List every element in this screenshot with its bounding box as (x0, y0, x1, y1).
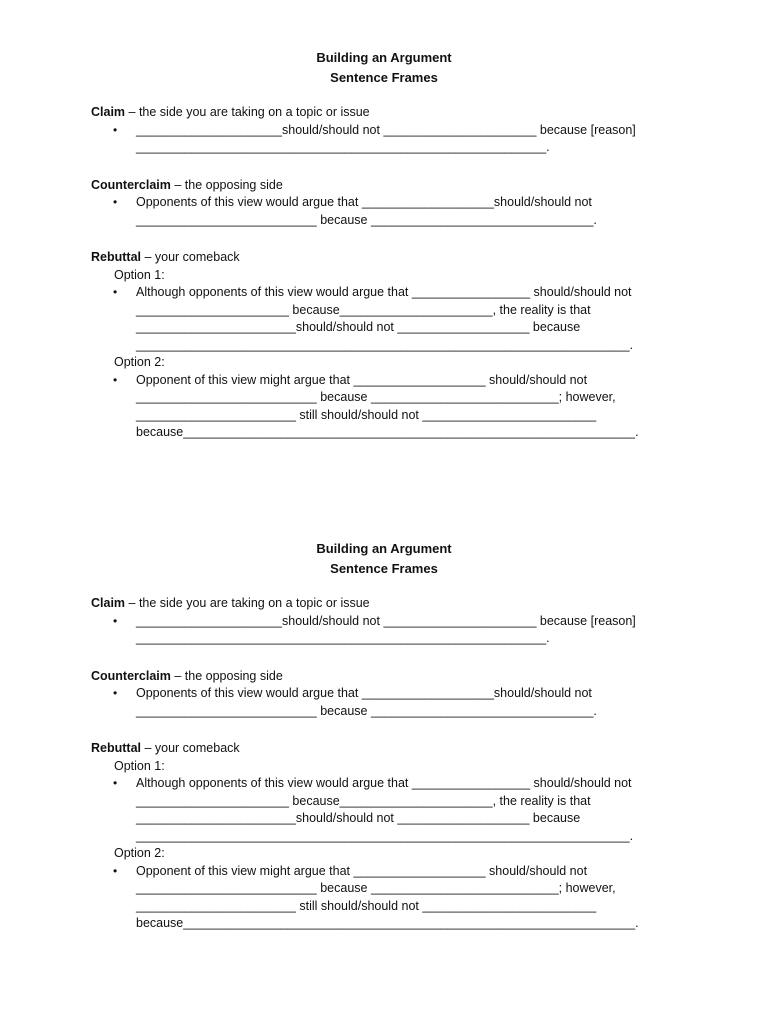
rebuttal-term: Rebuttal (91, 250, 141, 264)
counterclaim-frame-text-1: Opponents of this view would argue that ___________________should/should not (136, 686, 592, 700)
rebuttal-option-2-text-1: Opponent of this view might argue that ___________________ should/should not (136, 863, 588, 878)
bullet-icon: • (113, 776, 118, 790)
page-subtitle: Sentence Frames (330, 561, 438, 576)
rebuttal-option-1-line-3: _______________________should/should not ___________________ because (136, 320, 581, 334)
bullet-icon: • (113, 122, 118, 137)
counterclaim-description: – the opposing side (170, 177, 283, 192)
rebuttal-option-1-line-4: _______________________________________________________________________. (136, 337, 634, 352)
rebuttal-option-2-line-1 (0, 863, 768, 881)
rebuttal-option-1-line-1 (0, 284, 768, 302)
claim-description: – the side you are taking on a topic or issue (125, 105, 370, 119)
claim-frame-line-1 (0, 613, 768, 631)
rebuttal-option-2-line-2: __________________________ because ___________________________; however, (136, 881, 616, 895)
rebuttal-option-2-line-4: because_________________________________________________________________. (136, 916, 639, 930)
bullet-icon: • (113, 613, 118, 628)
rebuttal-option-1-line-1 (0, 775, 768, 793)
sentence-frames-section-2 (0, 539, 768, 933)
rebuttal-term: Rebuttal (91, 741, 141, 755)
rebuttal-heading (0, 740, 768, 758)
rebuttal-option-2-label: Option 2: (114, 846, 165, 860)
counterclaim-frame-line-1 (0, 194, 768, 212)
bullet-icon: • (113, 863, 118, 878)
claim-description: – the side you are taking on a topic or issue (125, 596, 370, 610)
rebuttal-option-2-line-2: __________________________ because ___________________________; however, (136, 390, 616, 404)
rebuttal-option-2-line-4: because_________________________________________________________________. (136, 425, 639, 439)
bullet-icon: • (113, 285, 118, 299)
rebuttal-option-2-text-1: Opponent of this view might argue that ___________________ should/should not (136, 372, 588, 387)
rebuttal-option-2-line-3: _______________________ still should/should not _________________________ (136, 898, 597, 913)
rebuttal-option-2-line-3: _______________________ still should/should not _________________________ (136, 407, 597, 422)
rebuttal-option-1-line-2: ______________________ because______________________, the reality is that (136, 302, 591, 317)
counterclaim-heading (0, 177, 768, 195)
counterclaim-frame-line-1 (0, 685, 768, 703)
sentence-frames-section-1 (0, 48, 768, 442)
claim-frame-line-2: ___________________________________________________________. (136, 631, 550, 645)
counterclaim-frame-line-2: __________________________ because ________________________________. (136, 212, 597, 227)
claim-frame-line-1 (0, 122, 768, 140)
rebuttal-option-1-label: Option 1: (114, 758, 165, 773)
page-subtitle: Sentence Frames (330, 70, 438, 85)
counterclaim-term: Counterclaim (91, 177, 171, 192)
bullet-icon: • (113, 372, 118, 387)
claim-frame-line-2: ___________________________________________________________. (136, 140, 550, 154)
counterclaim-heading (0, 668, 768, 686)
claim-term: Claim (91, 105, 126, 119)
claim-frame-text-1: _____________________should/should not ______________________ because [reason] (136, 122, 636, 137)
rebuttal-option-2-line-1 (0, 372, 768, 390)
counterclaim-term: Counterclaim (91, 668, 171, 683)
claim-heading (0, 104, 768, 122)
claim-term: Claim (91, 596, 126, 610)
bullet-icon: • (113, 686, 118, 700)
rebuttal-option-1-text-1: Although opponents of this view would argue that _________________ should/should not (136, 285, 632, 299)
bullet-icon: • (113, 195, 118, 209)
rebuttal-option-1-line-3: _______________________should/should not ___________________ because (136, 811, 581, 825)
counterclaim-frame-line-2: __________________________ because ________________________________. (136, 703, 597, 718)
rebuttal-option-1-text-1: Although opponents of this view would argue that _________________ should/should not (136, 776, 632, 790)
claim-frame-text-1: _____________________should/should not ______________________ because [reason] (136, 613, 636, 628)
rebuttal-option-1-line-2: ______________________ because______________________, the reality is that (136, 793, 591, 808)
rebuttal-option-1-label: Option 1: (114, 267, 165, 282)
page-title: Building an Argument (316, 50, 452, 65)
rebuttal-description: – your comeback (141, 741, 240, 755)
rebuttal-description: – your comeback (141, 250, 240, 264)
rebuttal-heading (0, 249, 768, 267)
rebuttal-option-2-label: Option 2: (114, 355, 165, 369)
counterclaim-description: – the opposing side (170, 668, 283, 683)
page-title: Building an Argument (316, 541, 452, 556)
counterclaim-frame-text-1: Opponents of this view would argue that ___________________should/should not (136, 195, 592, 209)
claim-heading (0, 595, 768, 613)
rebuttal-option-1-line-4: _______________________________________________________________________. (136, 828, 634, 843)
